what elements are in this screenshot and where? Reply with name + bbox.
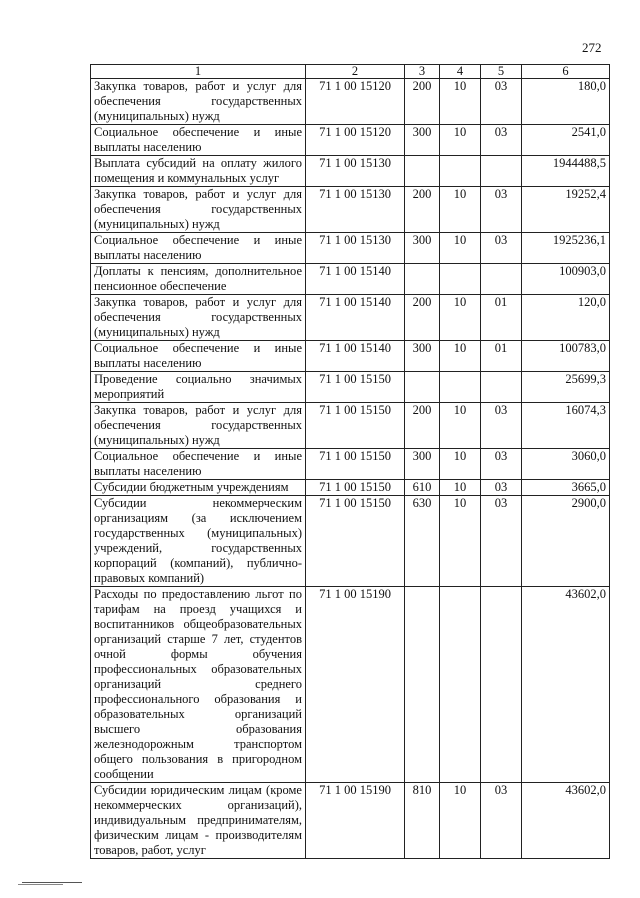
row-section-cell: 10 xyxy=(440,125,481,156)
row-code-cell: 71 1 00 15150 xyxy=(306,449,405,480)
row-code-cell: 71 1 00 15120 xyxy=(306,125,405,156)
row-subsection-cell: 03 xyxy=(481,783,522,859)
row-name-cell: Выплата субсидий на оплату жилого помещения и коммунальных услуг xyxy=(91,156,306,187)
row-code-cell: 71 1 00 15130 xyxy=(306,187,405,233)
table-row xyxy=(91,449,610,480)
row-section-cell: 10 xyxy=(440,187,481,233)
row-section-cell: 10 xyxy=(440,496,481,587)
row-section-cell: 10 xyxy=(440,341,481,372)
table-row xyxy=(91,783,610,859)
row-name-cell: Субсидии бюджетным учреждениям xyxy=(91,480,306,496)
row-subsection-cell: 03 xyxy=(481,496,522,587)
row-code-cell: 71 1 00 15150 xyxy=(306,403,405,449)
row-amount-cell: 2900,0 xyxy=(522,496,610,587)
row-group-cell: 300 xyxy=(405,341,440,372)
row-code-cell: 71 1 00 15150 xyxy=(306,372,405,403)
row-subsection-cell: 03 xyxy=(481,125,522,156)
row-code-cell: 71 1 00 15130 xyxy=(306,233,405,264)
row-name-cell: Социальное обеспечение и иные выплаты населению xyxy=(91,341,306,372)
row-code-cell: 71 1 00 15150 xyxy=(306,496,405,587)
row-group-cell: 200 xyxy=(405,295,440,341)
row-section-cell: 10 xyxy=(440,233,481,264)
row-group-cell xyxy=(405,264,440,295)
row-amount-cell: 1925236,1 xyxy=(522,233,610,264)
row-subsection-cell: 03 xyxy=(481,449,522,480)
row-amount-cell: 43602,0 xyxy=(522,587,610,783)
row-group-cell: 630 xyxy=(405,496,440,587)
row-name-cell: Социальное обеспечение и иные выплаты населению xyxy=(91,449,306,480)
table-row xyxy=(91,403,610,449)
row-name-cell: Социальное обеспечение и иные выплаты населению xyxy=(91,125,306,156)
row-amount-cell: 100903,0 xyxy=(522,264,610,295)
table-row xyxy=(91,496,610,587)
row-section-cell: 10 xyxy=(440,783,481,859)
row-name-cell: Субсидии юридическим лицам (кроме некоммерческих организаций), индивидуальным предпринимателям, физическим лицам - производителям товаров, работ, услуг xyxy=(91,783,306,859)
row-code-cell: 71 1 00 15130 xyxy=(306,156,405,187)
row-section-cell: 10 xyxy=(440,449,481,480)
row-code-cell: 71 1 00 15190 xyxy=(306,783,405,859)
row-group-cell: 200 xyxy=(405,403,440,449)
row-section-cell: 10 xyxy=(440,480,481,496)
table-row xyxy=(91,587,610,783)
row-name-cell: Доплаты к пенсиям, дополнительное пенсионное обеспечение xyxy=(91,264,306,295)
table-row xyxy=(91,341,610,372)
table-row xyxy=(91,187,610,233)
table-row xyxy=(91,79,610,125)
row-section-cell: 10 xyxy=(440,403,481,449)
row-group-cell: 300 xyxy=(405,125,440,156)
column-header: 3 xyxy=(405,65,440,79)
table-body xyxy=(91,79,610,859)
page-number: 272 xyxy=(582,40,602,55)
row-subsection-cell xyxy=(481,264,522,295)
row-amount-cell: 43602,0 xyxy=(522,783,610,859)
row-subsection-cell xyxy=(481,372,522,403)
row-amount-cell: 180,0 xyxy=(522,79,610,125)
row-code-cell: 71 1 00 15120 xyxy=(306,79,405,125)
column-header: 6 xyxy=(522,65,610,79)
row-code-cell: 71 1 00 15140 xyxy=(306,264,405,295)
row-subsection-cell: 03 xyxy=(481,187,522,233)
row-group-cell: 200 xyxy=(405,187,440,233)
row-name-cell: Расходы по предоставлению льгот по тарифам на проезд учащихся и воспитанников общеобразовательных организаций старше 7 лет, студентов очной формы обучения профессиональных образовательных организаций среднего профессионального образования и образовательных организаций высшего образования железнодорожным транспортом общего пользования в пригородном сообщении xyxy=(91,587,306,783)
scan-artifact-line xyxy=(22,882,82,883)
row-amount-cell: 3665,0 xyxy=(522,480,610,496)
row-amount-cell: 120,0 xyxy=(522,295,610,341)
row-code-cell: 71 1 00 15150 xyxy=(306,480,405,496)
budget-table xyxy=(90,64,610,859)
row-subsection-cell: 03 xyxy=(481,233,522,264)
row-amount-cell: 100783,0 xyxy=(522,341,610,372)
row-subsection-cell xyxy=(481,587,522,783)
row-group-cell: 300 xyxy=(405,449,440,480)
row-subsection-cell: 03 xyxy=(481,480,522,496)
row-code-cell: 71 1 00 15140 xyxy=(306,341,405,372)
row-amount-cell: 16074,3 xyxy=(522,403,610,449)
table-row xyxy=(91,233,610,264)
column-header: 2 xyxy=(306,65,405,79)
row-code-cell: 71 1 00 15140 xyxy=(306,295,405,341)
row-code-cell: 71 1 00 15190 xyxy=(306,587,405,783)
row-group-cell: 300 xyxy=(405,233,440,264)
row-group-cell xyxy=(405,156,440,187)
table-row xyxy=(91,295,610,341)
row-group-cell: 200 xyxy=(405,79,440,125)
row-subsection-cell: 03 xyxy=(481,403,522,449)
row-amount-cell: 25699,3 xyxy=(522,372,610,403)
row-name-cell: Закупка товаров, работ и услуг для обеспечения государственных (муниципальных) нужд xyxy=(91,187,306,233)
row-group-cell xyxy=(405,587,440,783)
header-row xyxy=(91,65,610,79)
row-subsection-cell: 01 xyxy=(481,341,522,372)
row-amount-cell: 3060,0 xyxy=(522,449,610,480)
row-amount-cell: 2541,0 xyxy=(522,125,610,156)
row-group-cell: 810 xyxy=(405,783,440,859)
row-name-cell: Закупка товаров, работ и услуг для обеспечения государственных (муниципальных) нужд xyxy=(91,295,306,341)
row-section-cell: 10 xyxy=(440,79,481,125)
row-amount-cell: 1944488,5 xyxy=(522,156,610,187)
row-group-cell xyxy=(405,372,440,403)
row-name-cell: Закупка товаров, работ и услуг для обеспечения государственных (муниципальных) нужд xyxy=(91,79,306,125)
row-group-cell: 610 xyxy=(405,480,440,496)
row-subsection-cell xyxy=(481,156,522,187)
column-header: 5 xyxy=(481,65,522,79)
row-subsection-cell: 03 xyxy=(481,79,522,125)
column-header: 4 xyxy=(440,65,481,79)
row-name-cell: Проведение социально значимых мероприятий xyxy=(91,372,306,403)
table-row xyxy=(91,372,610,403)
row-name-cell: Социальное обеспечение и иные выплаты населению xyxy=(91,233,306,264)
table-row xyxy=(91,264,610,295)
scan-artifact-line xyxy=(18,884,63,885)
row-section-cell xyxy=(440,587,481,783)
row-name-cell: Закупка товаров, работ и услуг для обеспечения государственных (муниципальных) нужд xyxy=(91,403,306,449)
row-name-cell: Субсидии некоммерческим организациям (за исключением государственных (муниципальных) учреждений, государственных корпораций (компаний), публично-правовых компаний) xyxy=(91,496,306,587)
row-section-cell xyxy=(440,156,481,187)
table-row xyxy=(91,125,610,156)
row-section-cell xyxy=(440,372,481,403)
row-section-cell: 10 xyxy=(440,295,481,341)
row-subsection-cell: 01 xyxy=(481,295,522,341)
row-section-cell xyxy=(440,264,481,295)
table-row xyxy=(91,480,610,496)
table-row xyxy=(91,156,610,187)
column-header: 1 xyxy=(91,65,306,79)
row-amount-cell: 19252,4 xyxy=(522,187,610,233)
